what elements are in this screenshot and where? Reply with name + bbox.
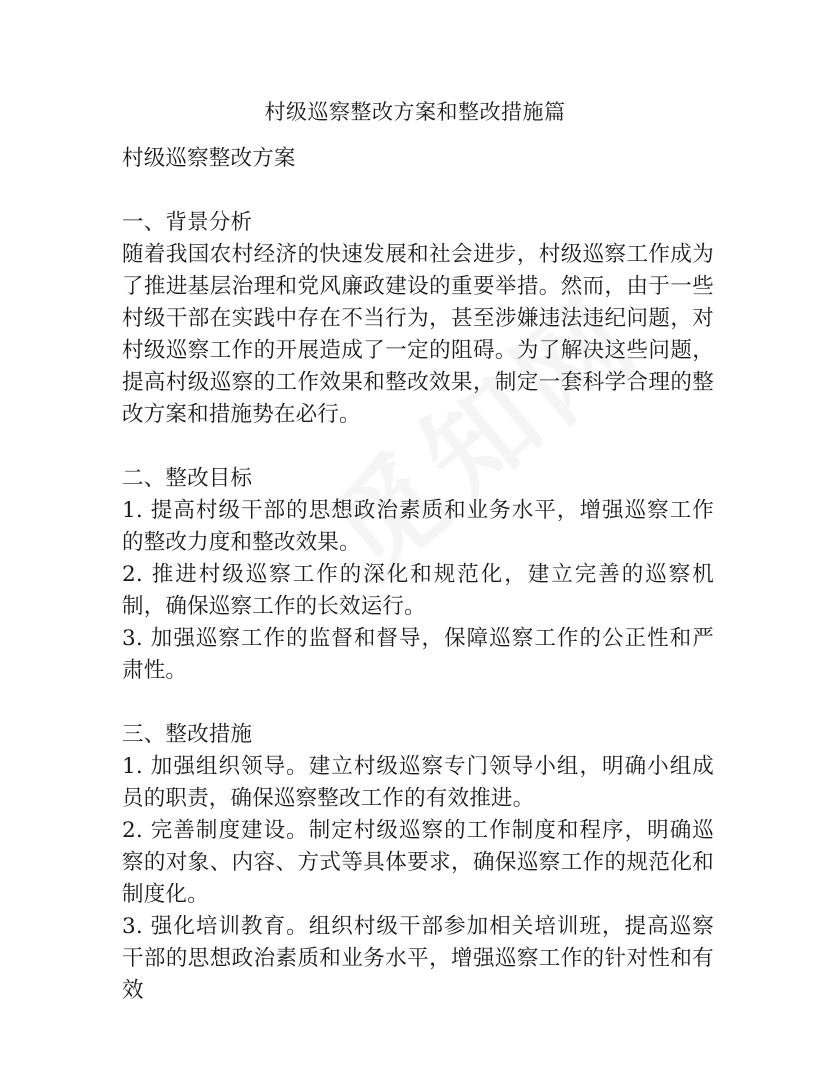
paragraph: 随着我国农村经济的快速发展和社会进步，村级巡察工作成为了推进基层治理和党风廉政建设的重要举措。然而，由于一些村级干部在实践中存在不当行为，甚至涉嫌违法违纪问题，对村级巡察工作的开展造成了一定的阻碍。为了解决这些问题，提高村级巡察的工作效果和整改效果，制定一套科学合理的整改方案和措施势在必行。 xyxy=(122,242,714,427)
list-item: 3. 加强巡察工作的监督和督导，保障巡察工作的公正性和严肃性。 xyxy=(122,626,714,683)
list-item: 2. 完善制度建设。制定村级巡察的工作制度和程序，明确巡察的对象、内容、方式等具体要求，确保巡察工作的规范化和制度化。 xyxy=(122,818,714,907)
blank-line xyxy=(122,431,714,463)
list-item: 1. 提高村级干部的思想政治素质和业务水平，增强巡察工作的整改力度和整改效果。 xyxy=(122,498,714,555)
document-subtitle: 村级巡察整改方案 xyxy=(122,146,296,171)
document-body xyxy=(122,143,714,1007)
section-heading-measures: 三、整改措施 xyxy=(122,722,253,747)
section-heading-goals: 二、整改目标 xyxy=(122,466,253,491)
list-item: 2. 推进村级巡察工作的深化和规范化，建立完善的巡察机制，确保巡察工作的长效运行。 xyxy=(122,562,714,619)
blank-line xyxy=(122,175,714,207)
blank-line xyxy=(122,687,714,719)
list-item: 1. 加强组织领导。建立村级巡察专门领导小组，明确小组成员的职责，确保巡察整改工作的有效推进。 xyxy=(122,754,714,811)
list-item: 3. 强化培训教育。组织村级干部参加相关培训班，提高巡察干部的思想政治素质和业务水平，增强巡察工作的针对性和有效 xyxy=(122,914,714,1003)
document-title: 村级巡察整改方案和整改措施篇 xyxy=(264,100,566,124)
section-heading-background: 一、背景分析 xyxy=(122,210,253,235)
